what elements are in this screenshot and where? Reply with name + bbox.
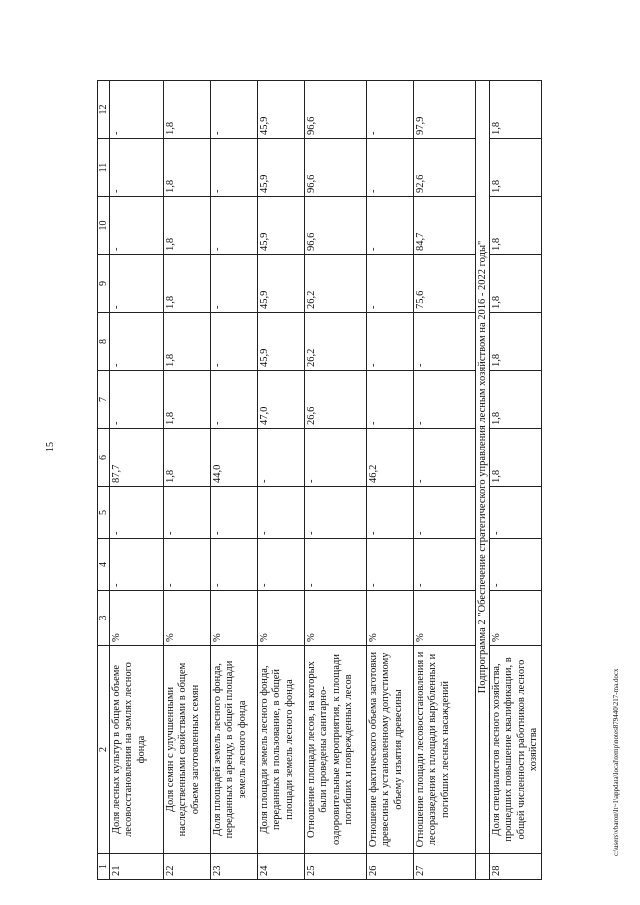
unit-cell: % — [367, 591, 414, 646]
indicator-name-cell: Отношение площади лесов, на которых были проведены санитарно-оздоровительные мероприятия, к площади погибших и поврежденных лесов — [305, 646, 367, 854]
value-cell: 96,6 — [305, 81, 367, 139]
header-cell: 12 — [98, 81, 110, 139]
header-cell: 1 — [98, 854, 110, 880]
value-cell: 26,2 — [305, 255, 367, 313]
table-row — [367, 25, 414, 880]
header-cell: 10 — [98, 197, 110, 255]
value-cell: 26,6 — [305, 371, 367, 429]
value-cell: - — [414, 313, 476, 371]
table-body — [110, 25, 542, 880]
value-cell: 1,8 — [490, 81, 542, 139]
value-cell: - — [490, 539, 542, 591]
unit-cell: % — [258, 591, 305, 646]
header-cell: 9 — [98, 255, 110, 313]
value-cell: - — [414, 429, 476, 487]
value-cell: - — [490, 487, 542, 539]
value-cell: 47,0 — [258, 371, 305, 429]
value-cell: 26,2 — [305, 313, 367, 371]
value-cell: - — [110, 371, 164, 429]
unit-cell: % — [305, 591, 367, 646]
value-cell: 1,8 — [490, 429, 542, 487]
value-cell: - — [110, 487, 164, 539]
value-cell: - — [305, 539, 367, 591]
header-cell: 7 — [98, 371, 110, 429]
value-cell: - — [258, 539, 305, 591]
header-cell: 2 — [98, 646, 110, 854]
row-number-cell: 24 — [258, 854, 305, 880]
value-cell: - — [211, 539, 258, 591]
value-cell: 1,8 — [164, 255, 211, 313]
value-cell: - — [211, 81, 258, 139]
value-cell: - — [367, 139, 414, 197]
value-cell: - — [164, 539, 211, 591]
value-cell: 1,8 — [164, 313, 211, 371]
value-cell: 87,7 — [110, 429, 164, 487]
value-cell: 45,9 — [258, 197, 305, 255]
table-row — [414, 25, 476, 880]
row-number-cell: 21 — [110, 854, 164, 880]
row-number-cell: 22 — [164, 854, 211, 880]
table-row — [258, 25, 305, 880]
page-number: 15 — [45, 442, 56, 452]
value-cell: 1,8 — [164, 371, 211, 429]
value-cell: - — [211, 371, 258, 429]
indicator-name-cell: Отношение площади лесовосстановления и лесоразведения к площади вырубленных и погибших лесных насаждений — [414, 646, 476, 854]
value-cell: 96,6 — [305, 139, 367, 197]
unit-cell: % — [414, 591, 476, 646]
table-row — [110, 25, 164, 880]
indicator-name-cell: Доля лесных культур в общем объеме лесовосстановления на землях лесного фонда — [110, 646, 164, 854]
table-row — [211, 25, 258, 880]
table-row — [490, 25, 542, 880]
value-cell: - — [110, 313, 164, 371]
value-cell: - — [211, 255, 258, 313]
value-cell: - — [367, 539, 414, 591]
value-cell: - — [367, 487, 414, 539]
unit-cell: % — [164, 591, 211, 646]
value-cell: 46,2 — [367, 429, 414, 487]
value-cell: 1,8 — [164, 197, 211, 255]
value-cell: - — [414, 371, 476, 429]
value-cell: 97,9 — [414, 81, 476, 139]
row-number-cell: 28 — [490, 854, 542, 880]
indicator-table — [97, 24, 542, 880]
value-cell: - — [110, 255, 164, 313]
value-cell: - — [258, 487, 305, 539]
unit-cell: % — [211, 591, 258, 646]
value-cell: - — [211, 197, 258, 255]
indicator-name-cell: Доля площадей земель лесного фонда, переданных в аренду, в общей площади земель лесного фонда — [211, 646, 258, 854]
value-cell: - — [367, 255, 414, 313]
row-number-cell: 26 — [367, 854, 414, 880]
subprogram-row — [476, 25, 490, 880]
header-cell: 3 — [98, 591, 110, 646]
value-cell: 1,8 — [164, 429, 211, 487]
value-cell: 84,7 — [414, 197, 476, 255]
subprogram-title: Подпрограмма 2 "Обеспечение стратегического управления лесным хозяйством на 2016 - 2022 годы" — [476, 81, 490, 854]
value-cell: 45,9 — [258, 313, 305, 371]
header-cell: 8 — [98, 313, 110, 371]
value-cell: 1,8 — [490, 197, 542, 255]
value-cell: - — [110, 81, 164, 139]
value-cell: 75,6 — [414, 255, 476, 313]
value-cell: 45,9 — [258, 139, 305, 197]
value-cell: - — [367, 313, 414, 371]
value-cell: 1,8 — [164, 139, 211, 197]
value-cell: - — [414, 539, 476, 591]
row-number-cell: 27 — [414, 854, 476, 880]
value-cell: - — [367, 371, 414, 429]
value-cell: 1,8 — [490, 371, 542, 429]
row-number-cell: 23 — [211, 854, 258, 880]
value-cell: - — [305, 429, 367, 487]
indicator-name-cell: Отношение фактического объема заготовки древесины к установленному допустимому объему изъятия древесины — [367, 646, 414, 854]
value-cell: - — [110, 197, 164, 255]
value-cell: - — [367, 197, 414, 255]
value-cell: - — [211, 139, 258, 197]
value-cell: - — [305, 487, 367, 539]
value-cell: 45,9 — [258, 81, 305, 139]
value-cell: - — [164, 487, 211, 539]
header-cell: 11 — [98, 139, 110, 197]
value-cell: - — [211, 487, 258, 539]
row-number-cell: 25 — [305, 854, 367, 880]
unit-cell: % — [110, 591, 164, 646]
value-cell: 44,0 — [211, 429, 258, 487]
value-cell: - — [110, 139, 164, 197]
indicator-name-cell: Доля семян с улучшенными наследственными свойствами в общем объеме заготовленных семян — [164, 646, 211, 854]
value-cell: 1,8 — [164, 81, 211, 139]
file-path-footer: c:\users\vbaron\lt~1\appdata\local\temp\notes879440\217-ma.docx — [612, 668, 620, 856]
indicator-name-cell: Доля специалистов лесного хозяйства, прошедших повышение квалификации, в общей численности работников лесного хозяйства — [490, 646, 542, 854]
header-cell: 6 — [98, 429, 110, 487]
indicator-table-rotated — [97, 25, 539, 880]
unit-cell: % — [490, 591, 542, 646]
value-cell: 1,8 — [490, 139, 542, 197]
value-cell: - — [367, 81, 414, 139]
header-cell: 5 — [98, 487, 110, 539]
value-cell: - — [110, 539, 164, 591]
header-cell: 4 — [98, 539, 110, 591]
table-row — [164, 25, 211, 880]
subprogram-empty-cell — [476, 854, 490, 880]
value-cell: 96,6 — [305, 197, 367, 255]
value-cell: - — [414, 487, 476, 539]
header-row — [98, 25, 110, 880]
value-cell: 45,9 — [258, 255, 305, 313]
value-cell: 1,8 — [490, 313, 542, 371]
indicator-name-cell: Доля площади земель лесного фонда, переданных в пользование, в общей площади земель лесного фонда — [258, 646, 305, 854]
value-cell: 92,6 — [414, 139, 476, 197]
value-cell: - — [211, 313, 258, 371]
value-cell: - — [258, 429, 305, 487]
value-cell: 1,8 — [490, 255, 542, 313]
table-row — [305, 25, 367, 880]
